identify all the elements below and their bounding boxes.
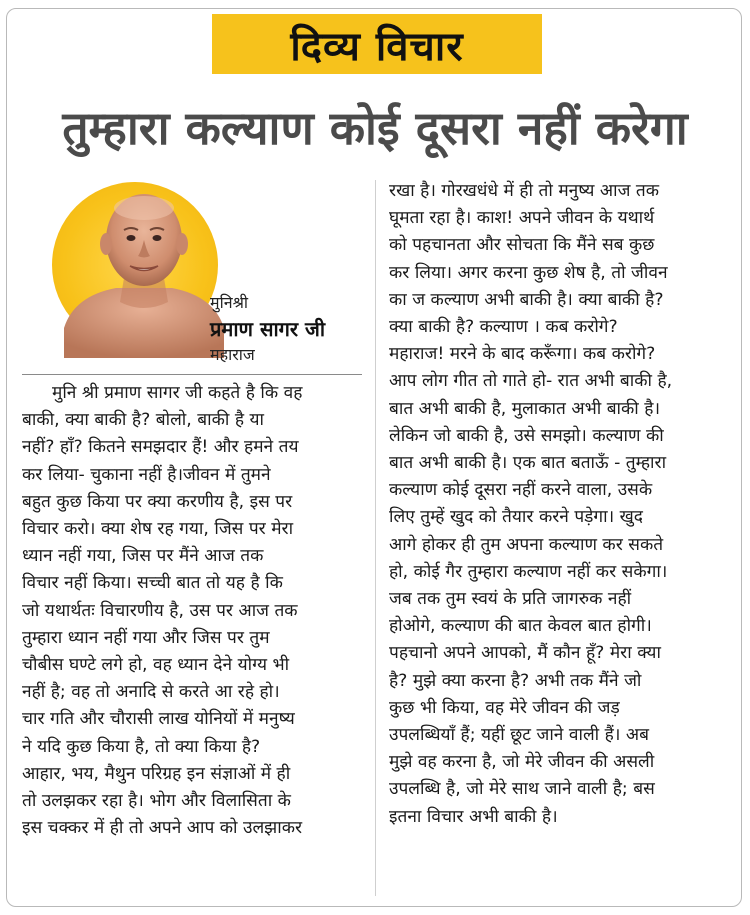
left-column-rule <box>22 374 362 375</box>
text-line: लेकिन जो बाकी है, उसे समझो। कल्याण की <box>389 425 664 446</box>
monk-portrait-icon <box>64 178 224 358</box>
text-line: आगे होकर ही तुम अपना कल्याण कर सकते <box>389 534 664 555</box>
text-line: का ज कल्याण अभी बाकी है। क्या बाकी है? <box>389 289 664 310</box>
text-line: आप लोग गीत तो गाते हो- रात अभी बाकी है, <box>389 371 673 392</box>
text-line: कर लिया- चुकाना नहीं है।जीवन में तुमने <box>22 464 271 485</box>
text-line: इस चक्कर में ही तो अपने आप को उलझाकर <box>22 818 303 839</box>
text-line: जब तक तुम स्वयं के प्रति जागरुक नहीं <box>389 589 632 610</box>
text-line: जो यथार्थतः विचारणीय है, उस पर आज तक <box>22 600 298 621</box>
text-line: कुछ भी किया, वह मेरे जीवन की जड़ <box>389 697 620 718</box>
text-line: हो, कोई गैर तुम्हारा कल्याण नहीं कर सकेगा। <box>389 561 668 582</box>
author-suffix: महाराज <box>210 345 255 364</box>
text-line: बात अभी बाकी है, मुलाकात अभी बाकी है। <box>389 398 661 419</box>
text-line: आहार, भय, मैथुन परिग्रह इन संज्ञाओं में ही <box>22 763 291 784</box>
text-line: मुनि श्री प्रमाण सागर जी कहते है कि वह <box>52 383 303 403</box>
text-line: ध्यान नहीं गया, जिस पर मैंने आज तक <box>22 546 264 567</box>
text-line: नहीं? हाँ? कितने समझदार हैं! और हमने तय <box>22 437 299 458</box>
text-line: बात अभी बाकी है। एक बात बताऊँ - तुम्हारा <box>389 453 667 474</box>
author-prefix: मुनिश्री <box>210 293 249 312</box>
text-line: बाकी, क्या बाकी है? बोलो, बाकी है या <box>22 410 265 431</box>
text-line: लिए तुम्हें खुद को तैयार करने पड़ेगा। खुद <box>389 507 643 528</box>
text-line: कर लिया। अगर करना कुछ शेष है, तो जीवन <box>389 262 668 283</box>
text-line: कल्याण कोई दूसरा नहीं करने वाला, उसके <box>389 480 653 501</box>
section-banner: दिव्य विचार <box>212 14 542 74</box>
author-byline <box>210 290 325 368</box>
text-line: उपलब्धियाँ हैं; यहीं छूट जाने वाली हैं। अब <box>389 725 649 746</box>
column-divider <box>375 180 376 896</box>
text-line: महाराज! मरने के बाद करूँगा। कब करोगे? <box>389 344 656 365</box>
text-line: इतना विचार अभी बाकी है। <box>389 806 558 827</box>
text-line: चार गति और चौरासी लाख योनियों में मनुष्य <box>22 709 295 730</box>
text-line: होओगे, कल्याण की बात केवल बात होगी। <box>389 616 652 637</box>
text-line: रखा है। गोरखधंधे में ही तो मनुष्य आज तक <box>389 181 660 201</box>
text-line: तुम्हारा ध्यान नहीं गया और जिस पर तुम <box>22 627 270 648</box>
text-line: को पहचानता और सोचता कि मैंने सब कुछ <box>389 235 655 256</box>
text-line: उपलब्धि है, जो मेरे साथ जाने वाली है; बस <box>389 779 655 800</box>
text-line: चौबीस घण्टे लगे हो, वह ध्यान देने योग्य भी <box>22 655 290 676</box>
text-line: है? मुझे क्या करना है? अभी तक मैंने जो <box>389 670 642 691</box>
text-line: ने यदि कुछ किया है, तो क्या किया है? <box>22 736 261 757</box>
text-line: पहचानो अपने आपको, मैं कौन हूँ? मेरा क्या <box>389 643 661 664</box>
author-name: प्रमाण सागर जी <box>210 317 326 341</box>
text-line: मुझे वह करना है, जो मेरे जीवन की असली <box>389 752 655 773</box>
text-line: बहुत कुछ किया पर क्या करणीय है, इस पर <box>22 491 293 512</box>
text-line: विचार नहीं किया। सच्ची बात तो यह है कि <box>22 573 283 594</box>
text-line: घूमता रहा है। काश! अपने जीवन के यथार्थ <box>389 208 655 229</box>
text-line: क्या बाकी है? कल्याण । कब करोगे? <box>389 317 618 338</box>
right-column-text <box>389 178 739 831</box>
left-column-text <box>22 380 368 842</box>
headline: तुम्हारा कल्याण कोई दूसरा नहीं करेगा <box>62 101 688 155</box>
text-line: तो उलझकर रहा है। भोग और विलासिता के <box>22 791 291 812</box>
text-line: नहीं है; वह तो अनादि से करते आ रहे हो। <box>22 682 280 703</box>
text-line: विचार करो। क्या शेष रह गया, जिस पर मेरा <box>22 519 294 540</box>
